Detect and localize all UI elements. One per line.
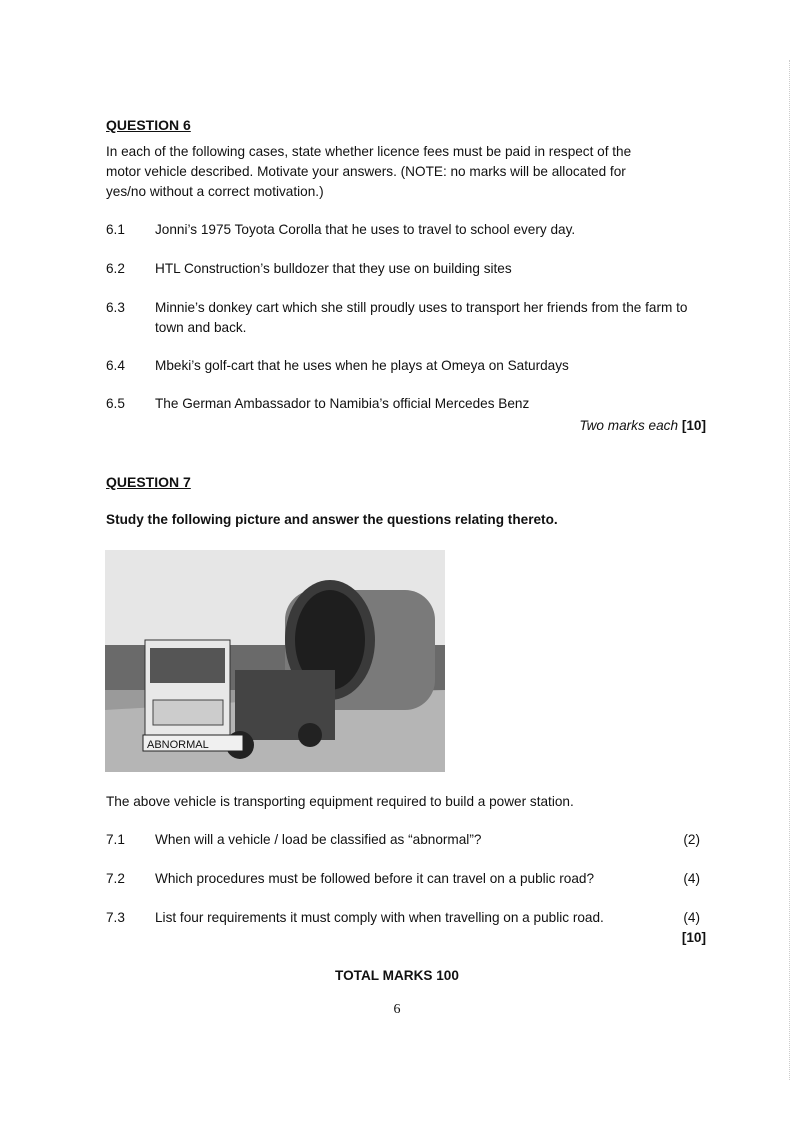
marks-label: Two marks each [579, 418, 679, 433]
item-text: When will a vehicle / load be classified as “abnormal”? [155, 832, 482, 847]
item-text: Mbeki’s golf-cart that he uses when he plays at Omeya on Saturdays [155, 358, 569, 373]
item-number: 7.1 [106, 832, 125, 847]
item-marks: (4) [683, 871, 700, 886]
q6-intro-line-3: yes/no without a correct motivation.) [106, 184, 324, 199]
abnormal-load-truck-photo [105, 550, 445, 772]
abnormal-sign: ABNORMAL [147, 739, 209, 751]
item-number: 6.2 [106, 261, 125, 276]
page-number: 6 [393, 1002, 401, 1017]
item-number: 6.3 [106, 300, 125, 315]
item-number: 6.1 [106, 222, 125, 237]
q6-intro-line-1: In each of the following cases, state whether licence fees must be paid in respect of the [106, 144, 632, 159]
item-text: Jonni’s 1975 Toyota Corolla that he uses to travel to school every day. [155, 222, 576, 237]
item-number: 7.2 [106, 871, 125, 886]
total-marks: TOTAL MARKS 100 [335, 968, 459, 983]
item-text: Which procedures must be followed before it can travel on a public road? [155, 871, 595, 886]
item-text: The German Ambassador to Namibia’s official Mercedes Benz [155, 396, 530, 411]
item-marks: (4) [683, 910, 700, 925]
q7-instruction: Study the following picture and answer the questions relating thereto. [106, 512, 558, 527]
question-6-heading: QUESTION 6 [106, 117, 191, 133]
item-number: 6.5 [106, 396, 125, 411]
item-number: 7.3 [106, 910, 125, 925]
item-marks: (2) [683, 832, 700, 847]
item-text: Minnie’s donkey cart which she still proudly uses to transport her friends from the farm to town and back. [155, 300, 688, 335]
marks-total: [10] [681, 418, 706, 433]
q6-marks [579, 418, 706, 433]
item-text: HTL Construction’s bulldozer that they use on building sites [155, 261, 512, 276]
q7-caption: The above vehicle is transporting equipment required to build a power station. [106, 794, 574, 809]
item-number: 6.4 [106, 358, 125, 373]
question-7-heading: QUESTION 7 [106, 474, 191, 490]
scan-edge [788, 60, 790, 1080]
q6-intro-line-2: motor vehicle described. Motivate your answers. (NOTE: no marks will be allocated for [106, 164, 626, 179]
q7-marks-total: [10] [681, 930, 706, 945]
item-text: List four requirements it must comply with when travelling on a public road. [155, 910, 604, 925]
